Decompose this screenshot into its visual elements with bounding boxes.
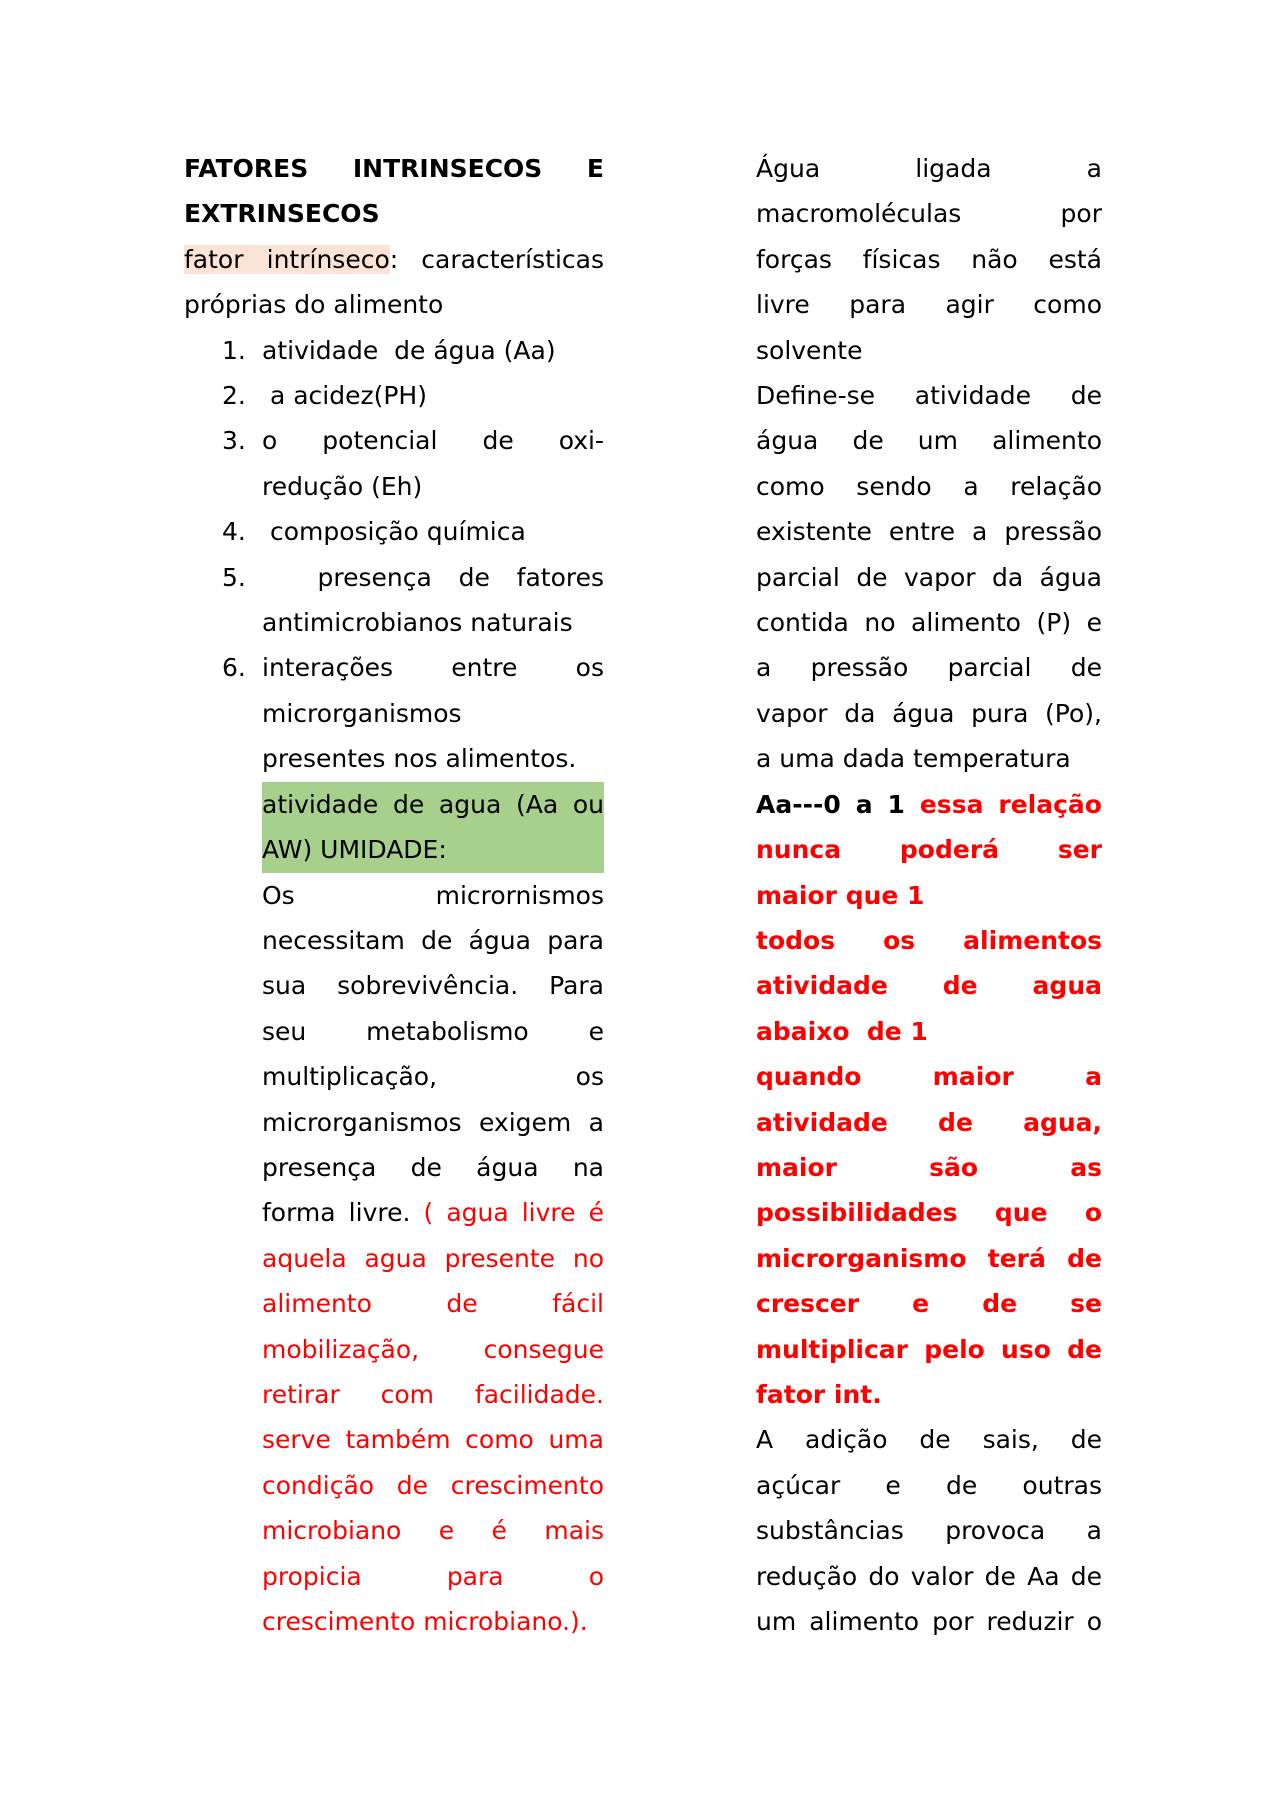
red-note-line: todos os alimentos — [756, 925, 1102, 955]
para-line: água de um alimento — [756, 426, 1102, 456]
para-line: um alimento por reduzir o — [756, 1607, 1102, 1636]
list-text: a acidez(PH) — [262, 381, 427, 411]
para-line: Define-se atividade de — [756, 381, 1102, 411]
para-line: presença de água na — [262, 1152, 604, 1182]
left-column — [184, 146, 604, 1644]
para-line: açúcar e de outras — [756, 1470, 1102, 1500]
para-line: a uma dada temperatura — [756, 744, 1071, 774]
red-note-line: condição de crescimento — [262, 1470, 604, 1500]
aa-range-block — [756, 782, 1102, 1418]
red-note-line: mobilização, consegue — [262, 1334, 604, 1364]
list-text: atividade de água (Aa) — [262, 335, 556, 365]
para-line: forças físicas não está — [756, 244, 1102, 274]
list-item — [184, 373, 604, 418]
red-note-line: aquela agua presente no — [262, 1243, 604, 1273]
red-note-line: quando maior a — [756, 1062, 1102, 1092]
list-item — [184, 328, 604, 373]
heading-line: EXTRINSECOS — [184, 199, 380, 229]
para-line: redução do valor de Aa de — [756, 1561, 1102, 1591]
para-line: Os micrornismos — [262, 880, 604, 910]
para-line: contida no alimento (P) e — [756, 608, 1102, 638]
list-text: composição química — [262, 517, 526, 547]
aw-heading — [262, 782, 604, 873]
para-line: sua sobrevivência. Para — [262, 971, 604, 1001]
para-line: necessitam de água para — [262, 925, 604, 955]
red-note-line: retirar com facilidade. — [262, 1379, 604, 1409]
para-line: parcial de vapor da água — [756, 562, 1102, 592]
aw-heading-line: AW) UMIDADE: — [262, 835, 447, 865]
red-note-line: propicia para o — [262, 1561, 604, 1591]
list-item — [184, 418, 604, 509]
red-note-line: fator int. — [756, 1379, 882, 1409]
list-item — [184, 509, 604, 554]
para-line: Água ligada a — [756, 154, 1102, 183]
para-line: livre para agir como — [756, 290, 1102, 320]
para-line: vapor da água pura (Po), — [756, 698, 1102, 728]
list-number: 6. — [222, 653, 246, 683]
list-number: 5. — [222, 562, 246, 592]
para-line: como sendo a relação — [756, 471, 1102, 501]
water-paragraph — [262, 873, 604, 1645]
red-note-line: atividade de agua — [756, 971, 1102, 1001]
para-line: existente entre a pressão — [756, 517, 1102, 547]
para-line — [262, 1190, 604, 1235]
list-item — [184, 555, 604, 646]
additives-paragraph — [756, 1417, 1102, 1644]
list-text: presentes nos alimentos. — [262, 744, 577, 774]
para-line: a pressão parcial de — [756, 653, 1102, 683]
list-text: o potencial de oxi- — [262, 426, 604, 456]
aw-heading-line: atividade de agua (Aa ou — [262, 789, 604, 819]
para-line: solvente — [756, 335, 863, 365]
list-number: 4. — [222, 517, 246, 547]
red-note-line: maior são as — [756, 1152, 1102, 1182]
red-note-line: crescer e de se — [756, 1289, 1102, 1319]
red-note-text: essa relação — [904, 789, 1102, 819]
list-number: 3. — [222, 426, 246, 456]
bound-water-paragraph — [756, 146, 1102, 373]
red-note-text: ( agua livre é — [410, 1198, 604, 1228]
list-text: interações entre os — [262, 653, 604, 683]
red-note-line: microrganismo terá de — [756, 1243, 1102, 1273]
highlighted-term: fator intrínseco — [184, 244, 390, 274]
red-note-line: serve também como uma — [262, 1425, 604, 1455]
aa-line — [756, 782, 1102, 827]
list-text: presença de fatores — [264, 562, 604, 592]
list-item — [184, 645, 604, 781]
list-text: microrganismos — [262, 698, 462, 728]
para-line: microrganismos exigem a — [262, 1107, 604, 1137]
intro-paragraph — [184, 237, 604, 328]
list-text: redução (Eh) — [262, 471, 423, 501]
aa-range-text: Aa---0 a 1 — [756, 789, 905, 819]
red-note-line: crescimento microbiano.). — [262, 1607, 588, 1636]
list-number: 2. — [222, 381, 246, 411]
list-text: antimicrobianos naturais — [262, 608, 573, 638]
red-note-line: possibilidades que o — [756, 1198, 1102, 1228]
definition-paragraph — [756, 373, 1102, 782]
red-note-line: abaixo de 1 — [756, 1016, 928, 1046]
red-note-line: alimento de fácil — [262, 1289, 604, 1319]
water-activity-section — [184, 782, 604, 1645]
red-note-line: nunca poderá ser — [756, 835, 1102, 865]
red-note-line: microbiano e é mais — [262, 1516, 604, 1546]
heading-title — [184, 146, 604, 237]
numbered-list — [184, 328, 604, 782]
para-line: substâncias provoca a — [756, 1516, 1102, 1546]
intro-line: próprias do alimento — [184, 290, 444, 320]
right-column — [756, 146, 1102, 1644]
heading-line: FATORES INTRINSECOS E — [184, 154, 604, 183]
para-line: A adição de sais, de — [756, 1425, 1102, 1455]
list-number: 1. — [222, 335, 246, 365]
intro-text: : características — [389, 244, 604, 274]
para-text: forma livre. — [262, 1198, 411, 1228]
para-line: seu metabolismo e — [262, 1016, 604, 1046]
red-note-line: multiplicar pelo uso de — [756, 1334, 1102, 1364]
red-note-line: maior que 1 — [756, 880, 925, 910]
red-note-line: atividade de agua, — [756, 1107, 1102, 1137]
para-line: multiplicação, os — [262, 1062, 604, 1092]
para-line: macromoléculas por — [756, 199, 1102, 229]
intro-line — [184, 237, 604, 282]
